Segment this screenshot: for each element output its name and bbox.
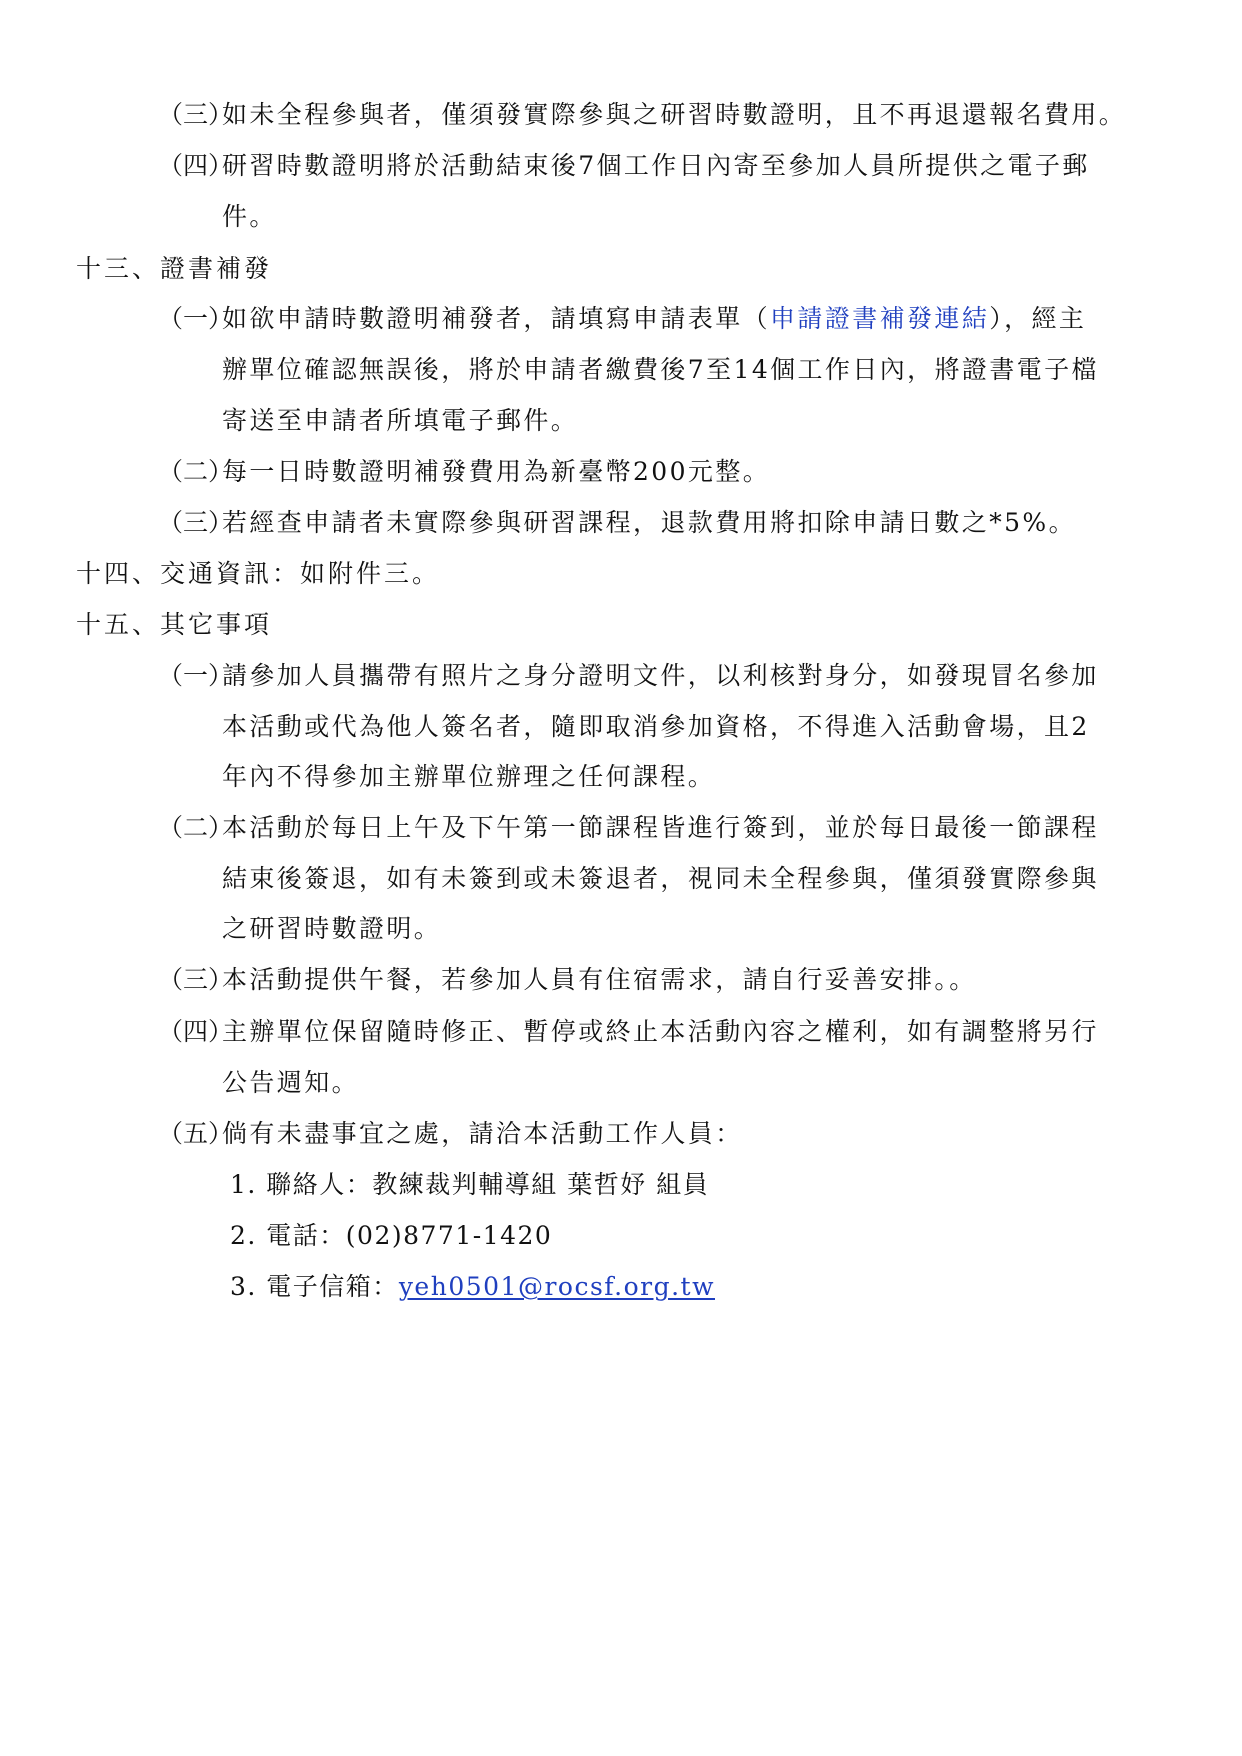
- certificate-reissue-link[interactable]: 申請證書補發連結: [770, 304, 990, 333]
- item-text: 本活動提供午餐，若參加人員有住宿需求，請自行妥善安排。。: [222, 965, 977, 994]
- email-link[interactable]: yeh0501@rocsf.org.tw: [398, 1272, 715, 1301]
- item-continuation: 件。: [222, 202, 277, 231]
- item-number: （一）: [158, 661, 234, 690]
- contact-person: 1. 聯絡人：教練裁判輔導組 葉哲妤 組員: [230, 1170, 710, 1199]
- item-text: 主辦單位保留隨時修正、暫停或終止本活動內容之權利，如有調整將另行: [222, 1017, 1099, 1046]
- section-heading: 十四、交通資訊：如附件三。: [76, 559, 441, 588]
- item-continuation: 公告週知。: [222, 1068, 360, 1097]
- section-heading: 十五、其它事項: [76, 610, 273, 639]
- item-number: （四）: [158, 151, 234, 180]
- item-number: （二）: [158, 813, 234, 842]
- item-text: 本活動於每日上午及下午第一節課程皆進行簽到，並於每日最後一節課程: [222, 813, 1099, 842]
- item-continuation: 年內不得參加主辦單位辦理之任何課程。: [222, 762, 716, 791]
- item-text: 如未全程參與者，僅須發實際參與之研習時數證明，且不再退還報名費用。: [222, 100, 1127, 129]
- item-text: [222, 302, 1086, 336]
- item-continuation: 本活動或代為他人簽名者，隨即取消參加資格，不得進入活動會場，且2: [222, 712, 1090, 741]
- contact-email: [230, 1270, 715, 1304]
- item-number: （三）: [158, 508, 234, 537]
- contact-email-label: 3. 電子信箱：: [230, 1272, 399, 1301]
- item-text-before-link: 如欲申請時數證明補發者，請填寫申請表單（: [222, 304, 771, 333]
- item-number: （三）: [158, 965, 234, 994]
- item-continuation: 寄送至申請者所填電子郵件。: [222, 406, 579, 435]
- item-text: 每一日時數證明補發費用為新臺幣200元整。: [222, 457, 771, 486]
- item-text-after-link: ），經主: [989, 304, 1087, 333]
- item-number: （二）: [158, 457, 234, 486]
- item-number: （一）: [158, 304, 234, 333]
- item-text: 研習時數證明將於活動結束後7個工作日內寄至參加人員所提供之電子郵: [222, 151, 1090, 180]
- item-text: 若經查申請者未實際參與研習課程，退款費用將扣除申請日數之*5%。: [222, 508, 1076, 537]
- item-number: （三）: [158, 100, 234, 129]
- item-continuation: 結束後簽退，如有未簽到或未簽退者，視同未全程參與，僅須發實際參與: [222, 864, 1099, 893]
- item-continuation: 之研習時數證明。: [222, 914, 442, 943]
- contact-phone: 2. 電話：(02)8771-1420: [230, 1221, 553, 1250]
- item-continuation: 辦單位確認無誤後，將於申請者繳費後7至14個工作日內，將證書電子檔: [222, 355, 1099, 384]
- item-number: （五）: [158, 1119, 234, 1148]
- item-text: 請參加人員攜帶有照片之身分證明文件，以利核對身分，如發現冒名參加: [222, 661, 1099, 690]
- section-heading: 十三、證書補發: [76, 254, 273, 283]
- item-number: （四）: [158, 1017, 234, 1046]
- item-text: 倘有未盡事宜之處，請洽本活動工作人員：: [222, 1119, 743, 1148]
